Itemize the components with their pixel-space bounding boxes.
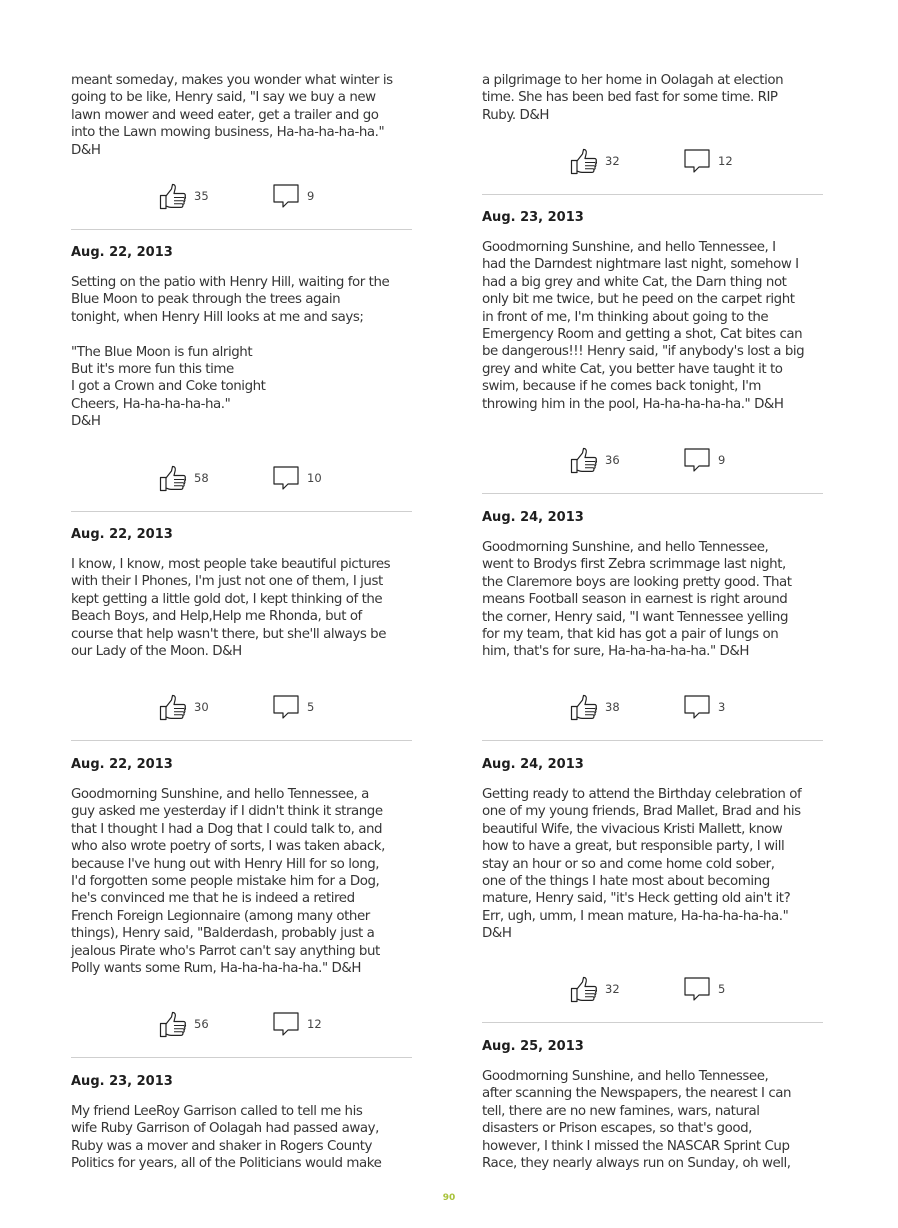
- post: [482, 209, 823, 413]
- post-date: Aug. 22, 2013: [71, 527, 173, 542]
- like-count: 32: [605, 154, 620, 168]
- like-count: 56: [194, 1017, 209, 1031]
- post: [71, 244, 412, 431]
- post-text: Getting ready to attend the Birthday celebration of one of my young friends, Brad Mallet, Brad and his beautiful Wife, the vivacious Kristi Mallett, know how to have a great, but responsible party, I will stay an hour or so and come home cold sober, one of the things I hate most about becoming mature, Henry said, "it's Heck getting old ain't it? Err, ugh, umm, I mean mature, Ha-ha-ha-ha-ha." D&H: [482, 787, 802, 942]
- speech-bubble-icon[interactable]: [273, 1011, 299, 1037]
- post-stats: [482, 700, 823, 741]
- post: [71, 1073, 412, 1173]
- post-stats: [482, 154, 823, 195]
- like-count: 38: [605, 700, 620, 714]
- post-stats: [71, 189, 412, 230]
- like-count: 30: [194, 700, 209, 714]
- post-date: Aug. 23, 2013: [482, 210, 584, 225]
- post-continued: [71, 72, 412, 159]
- post: [71, 756, 412, 977]
- post-text: Goodmorning Sunshine, and hello Tennessee, went to Brodys first Zebra scrimmage last night, the Claremore boys are looking pretty good. That means Football season in earnest is right around the corner, Henry said, "I want Tennessee yelling for my team, that kid has got a pair of lungs on him, that's for sure, Ha-ha-ha-ha-ha." D&H: [482, 540, 792, 660]
- post-stats: [71, 471, 412, 512]
- post-stats: [482, 982, 823, 1023]
- post: [482, 756, 823, 943]
- thumbs-up-icon[interactable]: [570, 148, 598, 176]
- post: [482, 509, 823, 661]
- comment-count: 12: [718, 154, 733, 168]
- post-date: Aug. 23, 2013: [71, 1074, 173, 1089]
- speech-bubble-icon[interactable]: [684, 447, 710, 473]
- post-text: I know, I know, most people take beautiful pictures with their I Phones, I'm just not one of them, I just kept getting a little gold dot, I kept thinking of the Beach Boys, and Help,Help me Rhonda, but of course that help wasn't there, but she'll always be our Lady of the Moon. D&H: [71, 557, 391, 660]
- like-count: 32: [605, 982, 620, 996]
- post: [482, 1038, 823, 1172]
- post-text: Setting on the patio with Henry Hill, waiting for the Blue Moon to peak through the trees again tonight, when Henry Hill looks at me and says; "The Blue Moon is fun alright But it's more fun this time I got a Crown and Coke tonight Cheers, Ha-ha-ha-ha-ha." D&H: [71, 275, 390, 430]
- comment-count: 3: [718, 700, 726, 714]
- post-text: My friend LeeRoy Garrison called to tell me his wife Ruby Garrison of Oolagah had passed away, Ruby was a mover and shaker in Rogers County Politics for years, all of the Politicians would make: [71, 1104, 382, 1172]
- like-count: 58: [194, 471, 209, 485]
- comment-count: 9: [307, 189, 315, 203]
- speech-bubble-icon[interactable]: [684, 976, 710, 1002]
- speech-bubble-icon[interactable]: [273, 694, 299, 720]
- post-text: Goodmorning Sunshine, and hello Tennessee, a guy asked me yesterday if I didn't think it strange that I thought I had a Dog that I could talk to, and who also wrote poetry of sorts, I was taken aback, because I've hung out with Henry Hill for so long, I'd forgotten some people mistake him for a Dog, he's convinced me that he is indeed a retired French Foreign Legionnaire (among many other things), Henry said, "Balderdash, probably just a jealous Pirate who's Parrot can't say anything but Polly wants some Rum, Ha-ha-ha-ha-ha." D&H: [71, 787, 385, 977]
- post-date: Aug. 24, 2013: [482, 757, 584, 772]
- thumbs-up-icon[interactable]: [159, 465, 187, 493]
- speech-bubble-icon[interactable]: [273, 183, 299, 209]
- post-text: meant someday, makes you wonder what winter is going to be like, Henry said, "I say we buy a new lawn mower and weed eater, get a trailer and go into the Lawn mowing business, Ha-ha-ha-ha-ha." D&H: [71, 73, 393, 158]
- post-stats: [482, 453, 823, 494]
- speech-bubble-icon[interactable]: [684, 148, 710, 174]
- thumbs-up-icon[interactable]: [570, 447, 598, 475]
- thumbs-up-icon[interactable]: [159, 694, 187, 722]
- post-continued: [482, 72, 823, 124]
- post-stats: [71, 700, 412, 741]
- comment-count: 5: [718, 982, 726, 996]
- speech-bubble-icon[interactable]: [684, 694, 710, 720]
- like-count: 35: [194, 189, 209, 203]
- post-stats: [71, 1017, 412, 1058]
- post-text: Goodmorning Sunshine, and hello Tennessee, after scanning the Newspapers, the nearest I can tell, there are no new famines, wars, natural disasters or Prison escapes, so that's good, however, I think I missed the NASCAR Sprint Cup Race, they nearly always run on Sunday, oh well,: [482, 1069, 792, 1172]
- post: [71, 526, 412, 660]
- thumbs-up-icon[interactable]: [159, 183, 187, 211]
- post-text: Goodmorning Sunshine, and hello Tennessee, I had the Darndest nightmare last night, somehow I had a big grey and white Cat, the Darn thing not only bit me twice, but he peed on the carpet right in front of me, I'm thinking about going to the Emergency Room and getting a shot, Cat bites can be dangerous!!! Henry said, "if anybody's lost a big grey and white Cat, you better have taught it to swim, because if he comes back tonight, I'm throwing him in the pool, Ha-ha-ha-ha-ha." D&H: [482, 240, 805, 412]
- thumbs-up-icon[interactable]: [570, 694, 598, 722]
- like-count: 36: [605, 453, 620, 467]
- post-date: Aug. 22, 2013: [71, 245, 173, 260]
- thumbs-up-icon[interactable]: [159, 1011, 187, 1039]
- comment-count: 9: [718, 453, 726, 467]
- post-text: a pilgrimage to her home in Oolagah at election time. She has been bed fast for some time. RIP Ruby. D&H: [482, 73, 784, 123]
- comment-count: 5: [307, 700, 315, 714]
- comment-count: 10: [307, 471, 322, 485]
- speech-bubble-icon[interactable]: [273, 465, 299, 491]
- post-date: Aug. 25, 2013: [482, 1039, 584, 1054]
- thumbs-up-icon[interactable]: [570, 976, 598, 1004]
- comment-count: 12: [307, 1017, 322, 1031]
- post-date: Aug. 22, 2013: [71, 757, 173, 772]
- post-date: Aug. 24, 2013: [482, 510, 584, 525]
- page-number: 90: [442, 1193, 456, 1203]
